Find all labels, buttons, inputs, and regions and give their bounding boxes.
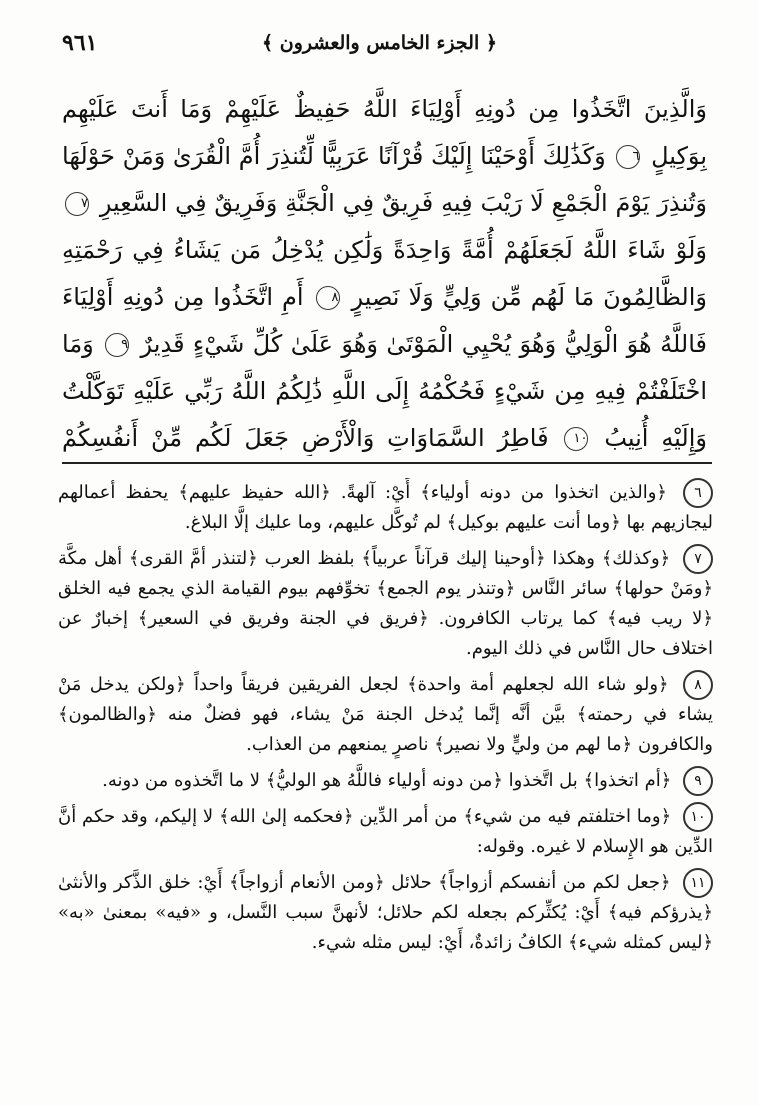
commentary-block (58, 478, 713, 1098)
commentary-text: ﴿وما اختلفتم فيه من شيء﴾ من أمر الدِّين ﴿فحكمه إلىٰ الله﴾ لا إليكم، وقد حكم أنَّ الدِّين هو الإِسلام لا غيره. وقوله: (58, 806, 713, 857)
commentary-entry (58, 802, 713, 862)
verse-marker-9: ٩ (105, 333, 129, 357)
commentary-entry (58, 766, 713, 796)
verse-7: وَكَذَٰلِكَ أَوْحَيْنَا إِلَيْكَ قُرْآنًا عَرَبِيًّا لِّتُنذِرَ أُمَّ الْقُرَىٰ وَمَنْ حَوْلَهَا وَتُنذِرَ يَوْمَ الْجَمْعِ لَا رَيْبَ فِيهِ فَرِيقٌ فِي الْجَنَّةِ وَفَرِيقٌ فِي السَّعِيرِ (62, 142, 707, 217)
verse-9: أَمِ اتَّخَذُوا مِن دُونِهِ أَوْلِيَاءَ فَاللَّهُ هُوَ الْوَلِيُّ وَهُوَ يُحْيِي الْمَوْتَىٰ وَهُوَ عَلَىٰ كُلِّ شَيْءٍ قَدِيرٌ (62, 283, 707, 358)
verse-number-badge: ١١ (683, 868, 713, 898)
commentary-entry (58, 868, 713, 958)
verse-number-badge: ٩ (683, 766, 713, 796)
verse-number-badge: ٧ (683, 544, 713, 574)
verse-number-badge: ٦ (683, 478, 713, 508)
commentary-text: ﴿ولو شاء الله لجعلهم أمة واحدة﴾ لجعل الفريقين فريقاً واحداً ﴿ولكن يدخل مَنْ يشاء في رحمته﴾ بيَّن أنَّه إنَّما يُدخل الجنة مَنْ يشاء، فهو فضلٌ منه ﴿والظالمون﴾ والكافرون ﴿ما لهم من وليٍّ ولا نصير﴾ ناصرٍ يمنعهم من العذاب. (58, 674, 713, 755)
verse-6: وَالَّذِينَ اتَّخَذُوا مِن دُونِهِ أَوْلِيَاءَ اللَّهُ حَفِيظٌ عَلَيْهِمْ وَمَا أَنتَ عَلَيْهِم بِوَكِيلٍ (62, 95, 707, 170)
commentary-text: ﴿والذين اتخذوا من دونه أولياء﴾ أَيْ: آلهةً. ﴿الله حفيظ عليهم﴾ يحفظ أعمالهم ليجازيهم بها ﴿وما أنت عليهم بوكيل﴾ لم تُوكَّل عليهم، وما عليك إلَّا البلاغ. (58, 482, 713, 533)
page-number: ٩٦١ (62, 30, 98, 56)
commentary-entry (58, 670, 713, 760)
verse-11: فَاطِرُ السَّمَاوَاتِ وَالْأَرْضِ جَعَلَ لَكُم مِّنْ أَنفُسِكُمْ (62, 424, 549, 452)
commentary-entry (58, 478, 713, 538)
commentary-text: ﴿أم اتخذوا﴾ بل اتَّخذوا ﴿من دونه أولياء فاللَّهُ هو الوليُّ﴾ لا ما اتَّخذوه من دونه. (102, 770, 672, 791)
commentary-text: ﴿وكذلك﴾ وهكذا ﴿أوحينا إليك قرآناً عربياً﴾ بلفظ العرب ﴿لتنذر أمَّ القرى﴾ أهل مكَّة ﴿ومَنْ حولها﴾ سائر النَّاس ﴿وتنذر يوم الجمع﴾ تخوِّفهم بيوم القيامة الذي يجمع فيه الخلق ﴿لا ريب فيه﴾ كما يرتاب الكافرون. ﴿فريق في الجنة وفريق في السعير﴾ إخبارٌ عن اختلاف حال النَّاس في ذلك اليوم. (58, 548, 713, 659)
commentary-entry (58, 544, 713, 664)
section-divider (62, 462, 712, 464)
verse-10: وَمَا اخْتَلَفْتُمْ فِيهِ مِن شَيْءٍ فَحُكْمُهُ إِلَى اللَّهِ ذَٰلِكُمُ اللَّهُ رَبِّي عَلَيْهِ تَوَكَّلْتُ وَإِلَيْهِ أُنِيبُ (62, 330, 707, 452)
verse-marker-6: ٦ (616, 145, 640, 169)
quran-text-block (62, 86, 707, 456)
verse-number-badge: ٨ (683, 670, 713, 700)
page-header (62, 30, 697, 64)
verse-8: وَلَوْ شَاءَ اللَّهُ لَجَعَلَهُمْ أُمَّةً وَاحِدَةً وَلَٰكِن يُدْخِلُ مَن يَشَاءُ فِي رَحْمَتِهِ وَالظَّالِمُونَ مَا لَهُم مِّن وَلِيٍّ وَلَا نَصِيرٍ (62, 236, 707, 311)
verse-marker-10: ١٠ (564, 427, 588, 451)
verse-marker-7: ٧ (65, 192, 89, 216)
commentary-text: ﴿جعل لكم من أنفسكم أزواجاً﴾ حلائل ﴿ومن الأنعام أزواجاً﴾ أَيْ: خلق الذَّكر والأنثىٰ ﴿يذرؤكم فيه﴾ أَيْ: يُكثِّركم بجعله لكم حلائل؛ لأنهنَّ سبب النَّسل، و «فيه» بمعنىٰ «به» ﴿ليس كمثله شيء﴾ الكافُ زائدةٌ، أَيْ: ليس مثله شيء. (58, 872, 713, 953)
juz-title: ﴿ الجزء الخامس والعشرون ﴾ (262, 32, 497, 54)
verse-number-badge: ١٠ (683, 802, 713, 832)
verse-marker-8: ٨ (316, 286, 340, 310)
